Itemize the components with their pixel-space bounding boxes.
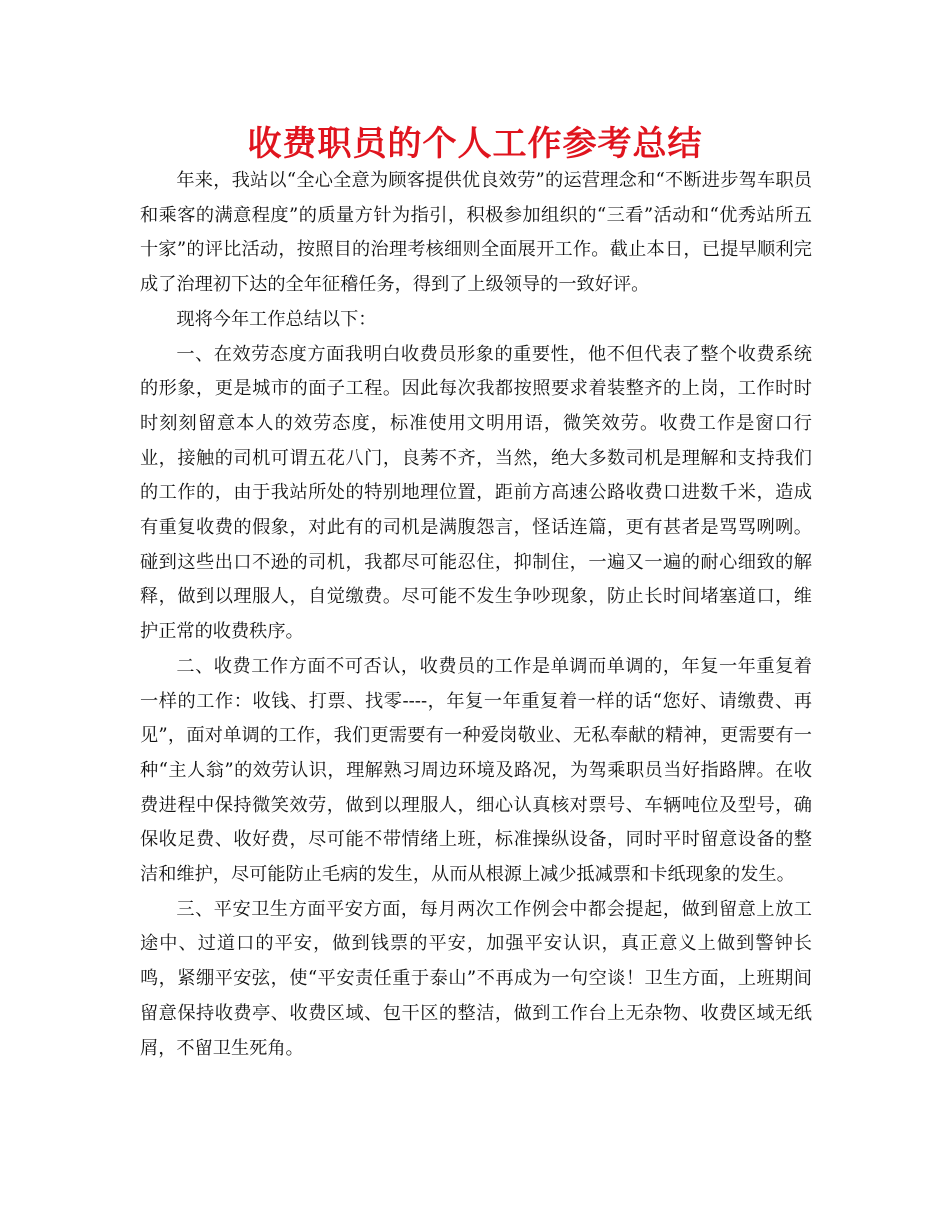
paragraph-toll-work: 二、收费工作方面不可否认，收费员的工作是单调而单调的，年复一年重复着一样的工作：收钱、打票、找零----，年复一年重复着一样的话“您好、请缴费、再见”，面对单调的工作，我们更需要有一种爱岗敬业、无私奉献的精神，更需要有一种“主人翁”的效劳认识，理解熟习周边环境及路况，为驾乘职员当好指路牌。在收费进程中保持微笑效劳，做到以理服人，细心认真核对票号、车辆吨位及型号，确保收足费、收好费，尽可能不带情绪上班，标准操纵设备，同时平时留意设备的整洁和维护，尽可能防止毛病的发生，从而从根源上减少抵减票和卡纸现象的发生。 <box>140 655 812 886</box>
document-title: 收费职员的个人工作参考总结 <box>247 124 703 164</box>
paragraph-safety-hygiene: 三、平安卫生方面平安方面，每月两次工作例会中都会提起，做到留意上放工途中、过道口的平安，做到钱票的平安，加强平安认识，真正意义上做到警钟长鸣，紧绷平安弦，使“平安责任重于泰山”不再成为一句空谈！卫生方面，上班期间留意保持收费亭、收费区域、包干区的整洁，做到工作台上无杂物、收费区域无纸屑，不留卫生死角。 <box>140 898 812 1059</box>
paragraph-summary-lead: 现将今年工作总结以下： <box>176 308 377 330</box>
paragraph-service-attitude: 一、在效劳态度方面我明白收费员形象的重要性，他不但代表了整个收费系统的形象，更是城市的面子工程。因此每次我都按照要求着装整齐的上岗，工作时时时刻刻留意本人的效劳态度，标准使用文明用语，微笑效劳。收费工作是窗口行业，接触的司机可谓五花八门，良莠不齐，当然，绝大多数司机是理解和支持我们的工作的，由于我站所处的特别地理位置，距前方高速公路收费口进数千米，造成有重复收费的假象，对此有的司机是满腹怨言，怪话连篇，更有甚者是骂骂咧咧。碰到这些出口不逊的司机，我都尽可能忍住，抑制住，一遍又一遍的耐心细致的解释，做到以理服人，自觉缴费。尽可能不发生争吵现象，防止长时间堵塞道口，维护正常的收费秩序。 <box>140 343 812 643</box>
document-body <box>140 164 812 1066</box>
paragraph-intro: 年来，我站以“全心全意为顾客提供优良效劳”的运营理念和“不断进步驾车职员和乘客的满意程度”的质量方针为指引，积极参加组织的“三看”活动和“优秀站所五十家”的评比活动，按照目的治理考核细则全面展开工作。截止本日，已提早顺利完成了治理初下达的全年征稽任务，得到了上级领导的一致好评。 <box>140 170 812 296</box>
